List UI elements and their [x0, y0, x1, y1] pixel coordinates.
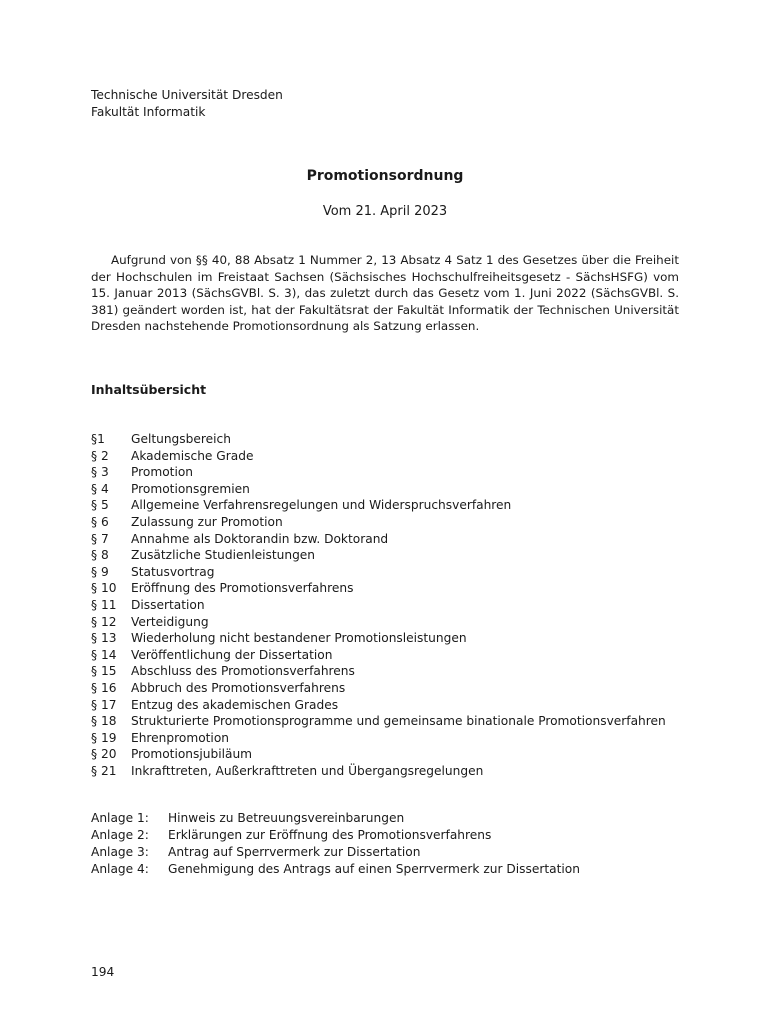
toc-item-label: Entzug des akademischen Grades [131, 697, 339, 712]
toc-item [91, 431, 691, 448]
toc-item-number: § 3 [91, 465, 109, 480]
toc-item-number: § 9 [91, 564, 109, 579]
toc-item [91, 663, 691, 680]
toc-item-label: Zusätzliche Studienleistungen [131, 548, 316, 563]
toc-item [91, 713, 691, 730]
toc-item-label: Strukturierte Promotionsprogramme und gemeinsame binationale Promotionsverfahren [131, 714, 666, 729]
toc-item [91, 597, 691, 614]
annex-item-number: Anlage 1: [91, 811, 149, 825]
toc-item-number: § 19 [91, 730, 117, 745]
toc-item-number: § 14 [91, 647, 117, 662]
toc-item-label: Verteidigung [131, 614, 209, 629]
toc-item-label: Abbruch des Promotionsverfahrens [131, 680, 346, 695]
toc-item-number: § 4 [91, 481, 109, 496]
annex-item [91, 861, 691, 878]
toc-item-number: § 7 [91, 531, 109, 546]
toc-item [91, 497, 691, 514]
page-number: 194 [91, 965, 115, 979]
toc-item [91, 680, 691, 697]
annex-item-number: Anlage 4: [91, 862, 149, 876]
toc-item-number: § 16 [91, 680, 117, 695]
toc-item-label: Ehrenpromotion [131, 730, 229, 745]
toc-item-label: Promotion [131, 465, 194, 480]
toc-item-number: § 8 [91, 548, 109, 563]
toc-item-number: § 21 [91, 763, 117, 778]
toc-item [91, 564, 691, 581]
annex-item [91, 827, 691, 844]
annex-item-label: Erklärungen zur Eröffnung des Promotionsverfahrens [168, 828, 492, 842]
toc-item [91, 730, 691, 747]
toc-item [91, 514, 691, 531]
toc-item-label: Akademische Grade [131, 448, 254, 463]
toc-item [91, 448, 691, 465]
toc-item [91, 630, 691, 647]
toc-item-number: § 18 [91, 714, 117, 729]
annex-item [91, 810, 691, 827]
toc-item [91, 531, 691, 548]
toc-item [91, 647, 691, 664]
toc-item [91, 697, 691, 714]
toc-item [91, 481, 691, 498]
toc-item-label: Wiederholung nicht bestandener Promotionsleistungen [131, 631, 467, 646]
toc-heading: Inhaltsübersicht [91, 382, 207, 397]
toc-item-label: Eröffnung des Promotionsverfahrens [131, 581, 354, 596]
toc-item [91, 464, 691, 481]
toc-item-label: Dissertation [131, 597, 205, 612]
toc-item-label: Inkrafttreten, Außerkrafttreten und Übergangsregelungen [131, 763, 484, 778]
toc-item [91, 547, 691, 564]
annex-item-number: Anlage 3: [91, 845, 149, 859]
toc-item-number: § 10 [91, 581, 117, 596]
toc-item-number: § 6 [91, 514, 109, 529]
toc-item-number: §1 [91, 432, 105, 446]
toc-item-label: Promotionsgremien [131, 481, 250, 496]
toc-item-label: Annahme als Doktorandin bzw. Doktorand [131, 531, 389, 546]
toc-item-label: Geltungsbereich [131, 432, 231, 446]
toc-item [91, 580, 691, 597]
annex-item-number: Anlage 2: [91, 828, 149, 842]
toc-item-number: § 2 [91, 448, 109, 463]
document-date: Vom 21. April 2023 [322, 204, 448, 219]
toc-item-label: Allgemeine Verfahrensregelungen und Widerspruchsverfahren [131, 498, 512, 513]
annex-item-label: Hinweis zu Betreuungsvereinbarungen [168, 811, 405, 825]
toc-item-number: § 12 [91, 614, 117, 629]
toc-item-number: § 11 [91, 597, 117, 612]
toc-item-label: Veröffentlichung der Dissertation [131, 647, 333, 662]
document-title: Promotionsordnung [306, 168, 464, 184]
toc-item [91, 763, 691, 780]
toc-item-number: § 20 [91, 747, 117, 762]
annex-item [91, 844, 691, 861]
annex-item-label: Antrag auf Sperrvermerk zur Dissertation [168, 845, 421, 859]
toc-item-label: Zulassung zur Promotion [131, 514, 283, 529]
toc-item [91, 614, 691, 631]
toc-item [91, 746, 691, 763]
toc-item-number: § 15 [91, 664, 117, 679]
toc-item-number: § 5 [91, 498, 109, 513]
toc-item-label: Abschluss des Promotionsverfahrens [131, 664, 355, 679]
faculty-name: Fakultät Informatik [91, 104, 206, 119]
annex-list [91, 810, 691, 878]
preamble-paragraph: Aufgrund von §§ 40, 88 Absatz 1 Nummer 2, 13 Absatz 4 Satz 1 des Gesetzes über die Freiheit der Hochschulen im Freistaat Sachsen (Sächsisches Hochschulfreiheitsgesetz - SächsHSFG) vom 15. Januar 2013 (SächsGVBl. S. 3), das zuletzt durch das Gesetz vom 1. Juni 2022 (SächsGVBl. S. 381) geändert worden ist, hat der Fakultätsrat der Fakultät Informatik der Technischen Universität Dresden nachstehende Promotionsordnung als Satzung erlassen. [91, 253, 679, 334]
table-of-contents [91, 431, 691, 779]
toc-item-number: § 17 [91, 697, 117, 712]
toc-item-label: Statusvortrag [131, 564, 215, 579]
toc-item-number: § 13 [91, 631, 117, 646]
toc-item-label: Promotionsjubiläum [131, 747, 253, 762]
institution-header [91, 87, 283, 120]
annex-item-label: Genehmigung des Antrags auf einen Sperrvermerk zur Dissertation [168, 862, 580, 876]
university-name: Technische Universität Dresden [91, 88, 283, 102]
